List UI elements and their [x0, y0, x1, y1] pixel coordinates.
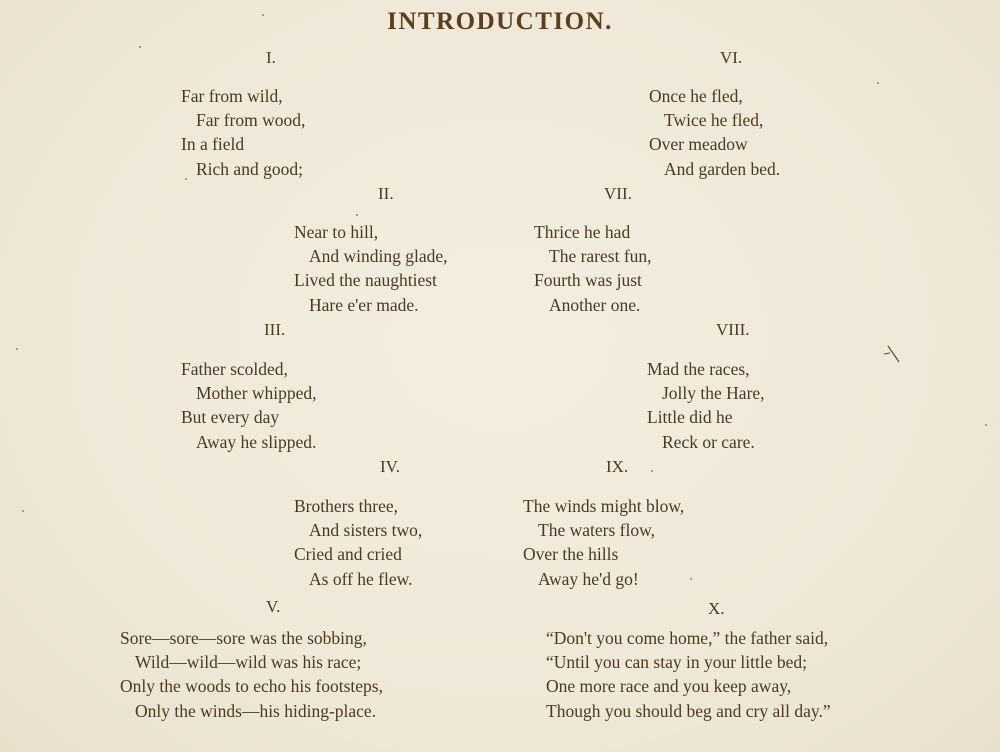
stanza-10-numeral: X.	[708, 599, 725, 618]
paper-mark	[884, 344, 904, 366]
stanza-4	[294, 494, 422, 591]
paper-speck	[16, 348, 18, 350]
stanza-8-numeral: VIII.	[716, 320, 750, 339]
stanza-8	[647, 357, 765, 454]
stanza-4-line-4: As off he flew.	[309, 568, 413, 589]
stanza-5-numeral: V.	[266, 597, 281, 616]
stanza-7-line-3: Fourth was just	[534, 270, 642, 291]
paper-speck	[356, 214, 358, 216]
stanza-6	[649, 84, 780, 181]
stanza-5-line-4: Only the winds—his hiding-place.	[135, 700, 377, 721]
paper-speck	[185, 178, 187, 180]
paper-speck	[139, 46, 141, 48]
stanza-1-line-3: In a field	[181, 134, 245, 155]
stanza-3-line-4: Away he slipped.	[196, 431, 317, 452]
stanza-3-line-2: Mother whipped,	[196, 383, 317, 404]
stanza-10-line-3: One more race and you keep away,	[546, 676, 792, 697]
stanza-7	[534, 220, 652, 317]
stanza-2-numeral: II.	[378, 184, 394, 203]
stanza-5-line-1: Sore—sore—sore was the sobbing,	[120, 628, 367, 648]
stanza-6-line-2: Twice he fled,	[664, 110, 764, 131]
stanza-1	[181, 84, 305, 181]
stanza-2-line-2: And winding glade,	[309, 246, 448, 267]
stanza-10-line-2: “Until you can stay in your little bed;	[546, 652, 807, 673]
stanza-10	[546, 626, 831, 723]
stanza-7-line-4: Another one.	[549, 294, 641, 315]
stanza-2-line-4: Hare e'er made.	[309, 294, 419, 315]
stanza-10-line-1: “Don't you come home,” the father said,	[546, 628, 829, 648]
stanza-2-line-1: Near to hill,	[294, 222, 379, 242]
stanza-6-line-3: Over meadow	[649, 134, 748, 155]
stanza-8-line-1: Mad the races,	[647, 359, 750, 379]
stanza-7-line-2: The rarest fun,	[549, 246, 652, 267]
paper-speck	[690, 578, 692, 580]
paper-speck	[22, 510, 24, 512]
stanza-3	[181, 357, 317, 454]
stanza-3-numeral: III.	[264, 320, 286, 339]
stanza-10-line-4: Though you should beg and cry all day.”	[546, 700, 831, 721]
page-title: INTRODUCTION.	[387, 8, 613, 35]
stanza-1-line-1: Far from wild,	[181, 86, 283, 106]
stanza-4-line-1: Brothers three,	[294, 496, 398, 516]
stanza-4-numeral: IV.	[380, 457, 400, 476]
stanza-9-line-4: Away he'd go!	[538, 568, 639, 589]
paper-speck	[877, 82, 879, 84]
stanza-9-line-1: The winds might blow,	[523, 496, 685, 516]
paper-speck	[651, 470, 653, 472]
stanza-9-line-3: Over the hills	[523, 544, 619, 565]
stanza-1-line-2: Far from wood,	[196, 110, 306, 131]
stanza-4-line-2: And sisters two,	[309, 520, 423, 541]
stanza-9	[523, 494, 684, 591]
stanza-8-line-4: Reck or care.	[662, 431, 755, 452]
stanza-4-line-3: Cried and cried	[294, 544, 402, 565]
stanza-9-line-2: The waters flow,	[538, 520, 655, 541]
stanza-7-line-1: Thrice he had	[534, 222, 631, 242]
stanza-2-line-3: Lived the naughtiest	[294, 270, 437, 291]
stanza-1-line-4: Rich and good;	[196, 158, 303, 179]
stanza-7-numeral: VII.	[604, 184, 632, 203]
stanza-3-line-3: But every day	[181, 407, 280, 428]
stanza-3-line-1: Father scolded,	[181, 359, 288, 379]
stanza-8-line-2: Jolly the Hare,	[662, 383, 765, 404]
stanza-8-line-3: Little did he	[647, 407, 733, 428]
stanza-2	[294, 220, 448, 317]
paper-speck	[985, 424, 987, 426]
stanza-6-line-1: Once he fled,	[649, 86, 743, 106]
stanza-9-numeral: IX.	[606, 457, 629, 476]
stanza-1-numeral: I.	[266, 48, 276, 67]
stanza-5	[120, 626, 383, 723]
paper-speck	[262, 14, 264, 16]
stanza-6-numeral: VI.	[720, 48, 743, 67]
stanza-5-line-2: Wild—wild—wild was his race;	[135, 652, 362, 673]
stanza-6-line-4: And garden bed.	[664, 158, 781, 179]
stanza-5-line-3: Only the woods to echo his footsteps,	[120, 676, 383, 697]
